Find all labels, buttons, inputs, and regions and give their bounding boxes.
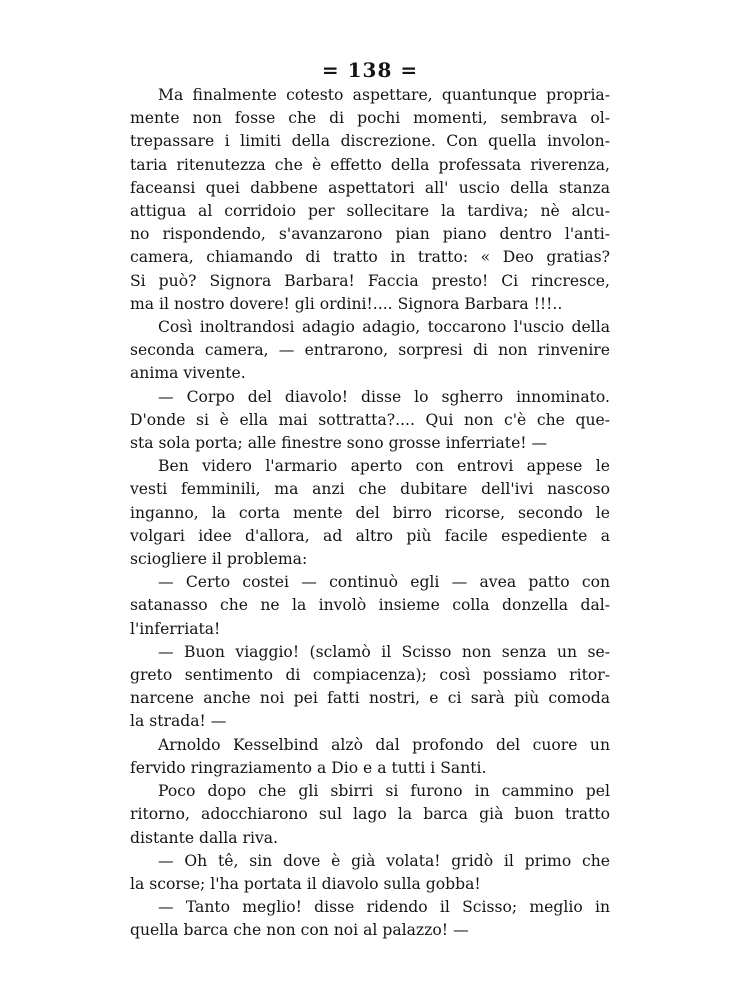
text-line: satanasso che ne la involò insieme colla donzella dal- xyxy=(130,596,610,615)
text-line: no rispondendo, s'avanzarono pian piano dentro l'anti- xyxy=(130,225,610,244)
text-line: sciogliere il problema: xyxy=(130,550,308,569)
text-line: vesti femminili, ma anzi che dubitare dell'ivi nascoso xyxy=(130,480,610,499)
paragraph xyxy=(130,571,610,641)
text-line: Così inoltrandosi adagio adagio, toccarono l'uscio della xyxy=(158,318,610,337)
paragraph xyxy=(130,896,610,942)
text-line: — Corpo del diavolo! disse lo sgherro innominato. xyxy=(158,387,610,406)
text-line: — Certo costei — continuò egli — avea patto con xyxy=(158,573,610,592)
text-line: attigua al corridoio per sollecitare la tardiva; nè alcu- xyxy=(130,202,610,221)
text-line: Poco dopo che gli sbirri si furono in cammino pel xyxy=(158,782,610,801)
text-line: la scorse; l'ha portata il diavolo sulla gobba! xyxy=(130,874,481,893)
text-line: — Buon viaggio! (sclamò il Scisso non senza un se- xyxy=(158,642,610,661)
text-line: quella barca che non con noi al palazzo! — xyxy=(130,921,469,940)
paragraph xyxy=(130,641,610,734)
text-line: taria ritenutezza che è effetto della professata riverenza, xyxy=(130,155,610,174)
paragraph xyxy=(130,780,610,850)
paragraph xyxy=(130,84,610,316)
text-line: narcene anche noi pei fatti nostri, e ci sarà più comoda xyxy=(130,689,610,708)
text-line: D'onde si è ella mai sottratta?.... Qui non c'è che que- xyxy=(130,410,610,429)
page-number: = 138 = xyxy=(321,58,419,82)
text-line: ma il nostro dovere! gli ordini!.... Signora Barbara !!!.. xyxy=(130,294,563,313)
text-line: fervido ringraziamento a Dio e a tutti i Santi. xyxy=(130,758,487,777)
text-line: mente non fosse che di pochi momenti, sembrava ol- xyxy=(130,109,610,128)
text-line: inganno, la corta mente del birro ricorse, secondo le xyxy=(130,503,610,522)
paragraph xyxy=(130,734,610,780)
paragraph xyxy=(130,386,610,456)
text-line: Si può? Signora Barbara! Faccia presto! Ci rincresce, xyxy=(130,271,610,290)
text-line: sta sola porta; alle finestre sono grosse inferriate! — xyxy=(130,434,548,453)
paragraph xyxy=(130,316,610,386)
text-line: Ma finalmente cotesto aspettare, quantunque propria- xyxy=(158,86,610,104)
text-line: Ben videro l'armario aperto con entrovi appese le xyxy=(158,457,610,476)
text-line: la strada! — xyxy=(130,712,227,731)
book-page xyxy=(130,58,610,943)
text-line: anima vivente. xyxy=(130,364,246,383)
text-line: distante dalla riva. xyxy=(130,828,279,847)
text-line: ritorno, adocchiarono sul lago la barca già buon tratto xyxy=(130,805,610,824)
page-text xyxy=(130,84,610,943)
text-line: volgari idee d'allora, ad altro più facile espediente a xyxy=(130,526,610,545)
text-line: greto sentimento di compiacenza); così possiamo ritor- xyxy=(130,666,610,685)
text-line: camera, chiamando di tratto in tratto: « Deo gratias? xyxy=(130,248,610,267)
text-line: — Oh tê, sin dove è già volata! gridò il primo che xyxy=(158,851,610,870)
text-line: l'inferriata! xyxy=(130,619,221,638)
text-line: Arnoldo Kesselbind alzò dal profondo del cuore un xyxy=(158,735,610,754)
text-line: trepassare i limiti della discrezione. Con quella involon- xyxy=(130,132,610,151)
paragraph xyxy=(130,455,610,571)
paragraph xyxy=(130,850,610,896)
text-line: — Tanto meglio! disse ridendo il Scisso; meglio in xyxy=(158,898,610,917)
text-line: seconda camera, — entrarono, sorpresi di non rinvenire xyxy=(130,341,610,360)
text-line: faceansi quei dabbene aspettatori all' uscio della stanza xyxy=(130,178,610,197)
